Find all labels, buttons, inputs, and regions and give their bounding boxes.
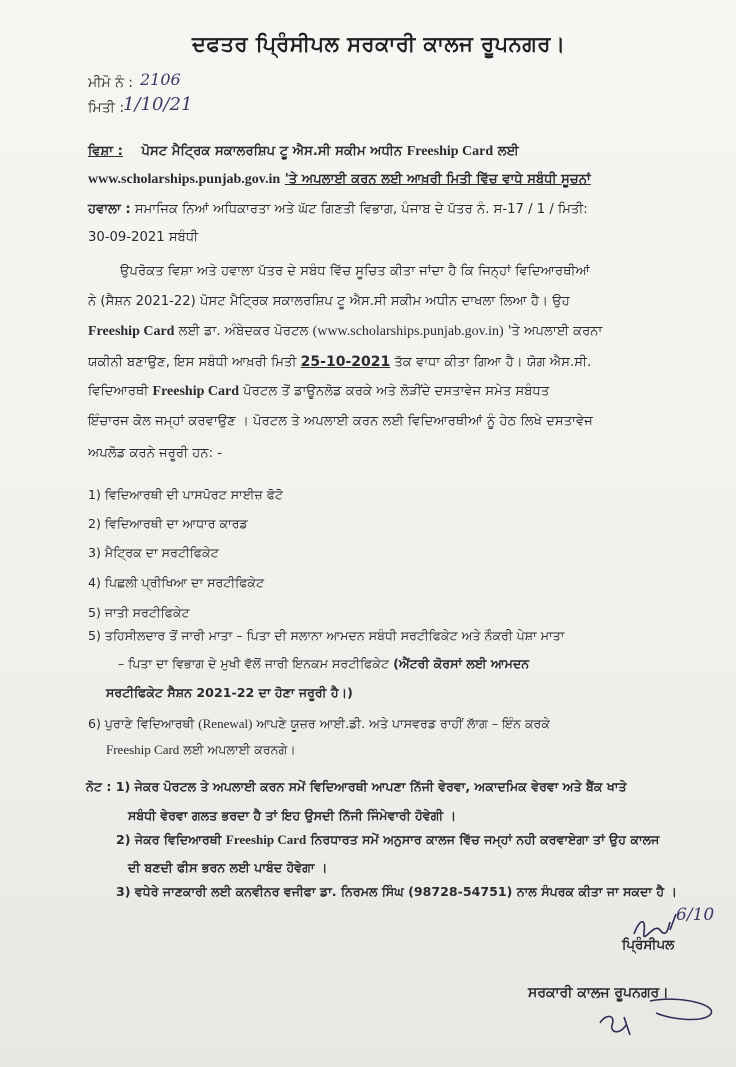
- list-item: 4) ਪਿਛਲੀ ਪ੍ਰੀਖਿਆ ਦਾ ਸਰਟੀਫਿਕੇਟ: [88, 575, 265, 590]
- deadline-date: 25-10-2021: [300, 354, 391, 370]
- note-1-line-2: ਸਬੰਧੀ ਵੇਰਵਾ ਗਲਤ ਭਰਦਾ ਹੈ ਤਾਂ ਇਹ ਉਸਦੀ ਨਿੱਜੀ ਜਿੰਮੇਵਾਰੀ ਹੋਵੇਗੀ ।: [128, 808, 457, 823]
- memo-label: ਮੀਮੋ ਨੰ :: [88, 75, 134, 91]
- college-office: ਸਰਕਾਰੀ ਕਾਲਜ ਰੂਪਨਗਰ।: [528, 985, 669, 1001]
- list-item: 3) ਮੈਟ੍ਰਿਕ ਦਾ ਸਰਟੀਫਿਕੇਟ: [88, 545, 219, 560]
- reference-label: ਹਵਾਲਾ :: [88, 202, 131, 217]
- body-line-6: ਇੰਚਾਰਜ ਕੋਲ ਜਮ੍ਹਾਂ ਕਰਵਾਉਣ । ਪੋਰਟਲ ਤੇ ਅਪਲਾਈ ਕਰਨ ਲਈ ਵਿਦਿਆਰਥੀਆਂ ਨੂੰ ਹੇਠ ਲਿਖੇ ਦਸਤਾਵੇਜ: [88, 414, 593, 429]
- document-title: ਦਫਤਰ ਪ੍ਰਿੰਸੀਪਲ ਸਰਕਾਰੀ ਕਾਲਜ ਰੂਪਨਗਰ।: [192, 32, 566, 56]
- body-line-4: ਯਕੀਨੀ ਬਣਾਉਣ, ਇਸ ਸਬੰਧੀ ਆਖ਼ਰੀ ਮਿਤੀ 25-10-2021 ਤੱਕ ਵਾਧਾ ਕੀਤਾ ਗਿਆ ਹੈ। ਯੋਗ ਐਸ.ਸੀ.: [88, 354, 592, 370]
- office-stamp-scribble: [560, 995, 720, 1045]
- subject-label: ਵਿਸ਼ਾ :: [88, 144, 123, 159]
- list-item: 5) ਤਹਿਸੀਲਦਾਰ ਤੋਂ ਜਾਰੀ ਮਾਤਾ – ਪਿਤਾ ਦੀ ਸਲਾਨਾ ਆਮਦਨ ਸਬੰਧੀ ਸਰਟੀਫਿਕੇਟ ਅਤੇ ਨੌਕਰੀ ਪੇਸ਼ਾ ਮਾਤਾ: [88, 628, 565, 643]
- issue-date: 1/10/21: [123, 94, 193, 115]
- stamp-mark: [560, 995, 720, 1045]
- principal-designation: ਪ੍ਰਿੰਸੀਪਲ: [622, 937, 675, 953]
- body-line-2: ਨੇ (ਸੈਸ਼ਨ 2021-22) ਪੋਸਟ ਮੈਟ੍ਰਿਕ ਸਕਾਲਰਸ਼ਿਪ ਟੂ ਐਸ.ਸੀ ਸਕੀਮ ਅਧੀਨ ਦਾਖਲਾ ਲਿਆ ਹੈ। ਉਹ: [88, 294, 570, 309]
- note-2-line-2: ਦੀ ਬਣਦੀ ਫੀਸ ਭਰਨ ਲਈ ਪਾਬੰਦ ਹੋਵੇਗਾ ।: [128, 860, 328, 875]
- list-item: 5) ਜਾਤੀ ਸਰਟੀਫਿਕੇਟ: [88, 605, 190, 620]
- list-item: 2) ਵਿਦਿਆਰਥੀ ਦਾ ਆਧਾਰ ਕਾਰਡ: [88, 516, 248, 531]
- body-line-3: Freeship Card ਲਈ ਡਾ. ਅੰਬੇਦਕਰ ਪੋਰਟਲ (www.scholarships.punjab.gov.in) 'ਤੇ ਅਪਲਾਈ ਕਰਨਾ: [88, 324, 603, 339]
- note-3: 3) ਵਧੇਰੇ ਜਾਣਕਾਰੀ ਲਈ ਕਨਵੀਨਰ ਵਜੀਫਾ ਡਾ. ਨਿਰਮਲ ਸਿੰਘ (98728-54751) ਨਾਲ ਸੰਪਰਕ ਕੀਤਾ ਜਾ ਸਕਦਾ ਹੈ ।: [116, 884, 678, 899]
- list-item-continuation: ਸਰਟੀਫਿਕੇਟ ਸੈਸ਼ਨ 2021-22 ਦਾ ਹੋਣਾ ਜਰੂਰੀ ਹੈ।): [106, 685, 353, 700]
- note-2-line-1: 2) ਜੇਕਰ ਵਿਦਿਆਰਥੀ Freeship Card ਨਿਰਧਾਰਤ ਸਮੇਂ ਅਨੁਸਾਰ ਕਾਲਜ ਵਿੱਚ ਜਮ੍ਹਾਂ ਨਹੀ ਕਰਵਾਏਗਾ ਤਾਂ ਉਹ ਕਾਲਜ: [116, 832, 660, 847]
- memo-number: 2106: [140, 70, 181, 89]
- signature-date: 6/10: [676, 905, 715, 925]
- reference-line-1: ਹਵਾਲਾ : ਸਮਾਜਿਕ ਨਿਆਂ ਅਧਿਕਾਰਤਾ ਅਤੇ ਘੱਟ ਗਿਣਤੀ ਵਿਭਾਗ, ਪੰਜਾਬ ਦੇ ਪੱਤਰ ਨੰ. ਸ-17 / 1 / ਮਿਤੀ:: [88, 202, 588, 217]
- list-item: 1) ਵਿਦਿਆਰਥੀ ਦੀ ਪਾਸਪੋਰਟ ਸਾਈਜ਼ ਫੋਟੋ: [88, 487, 283, 502]
- body-line-5: ਵਿਦਿਆਰਥੀ Freeship Card ਪੋਰਟਲ ਤੋਂ ਡਾਊਨਲੋਡ ਕਰਕੇ ਅਤੇ ਲੋੜੀਂਦੇ ਦਸਤਾਵੇਜ ਸਮੇਤ ਸਬੰਧਤ: [88, 384, 550, 399]
- note-1-line-1: ਨੋਟ : 1) ਜੇਕਰ ਪੋਰਟਲ ਤੇ ਅਪਲਾਈ ਕਰਨ ਸਮੇਂ ਵਿਦਿਆਰਥੀ ਆਪਣਾ ਨਿੱਜੀ ਵੇਰਵਾ, ਅਕਾਦਮਿਕ ਵੇਰਵਾ ਅਤੇ ਬੈਂਕ ਖਾਤੇ: [86, 779, 627, 794]
- reference-line-2: 30-09-2021 ਸਬੰਧੀ: [88, 230, 199, 245]
- list-item-continuation: – ਪਿਤਾ ਦਾ ਵਿਭਾਗ ਦੇ ਮੁਖੀ ਵੱਲੋਂ ਜਾਰੀ ਇਨਕਮ ਸਰਟੀਫਿਕੇਟ (ਐਂਟਰੀ ਕੋਰਸਾਂ ਲਈ ਆਮਦਨ: [118, 656, 530, 671]
- subject-line-2: www.scholarships.punjab.gov.in 'ਤੇ ਅਪਲਾਈ ਕਰਨ ਲਈ ਆਖ਼ਰੀ ਮਿਤੀ ਵਿੱਚ ਵਾਧੇ ਸਬੰਧੀ ਸੂਚਨਾਂ: [88, 172, 591, 187]
- body-line-1: ਉਪਰੋਕਤ ਵਿਸ਼ਾ ਅਤੇ ਹਵਾਲਾ ਪੱਤਰ ਦੇ ਸਬੰਧ ਵਿੱਚ ਸੂਚਿਤ ਕੀਤਾ ਜਾਂਦਾ ਹੈ ਕਿ ਜਿਨ੍ਹਾਂ ਵਿਦਿਆਰਥੀਆਂ: [120, 264, 590, 279]
- body-line-7: ਅਪਲੋਡ ਕਰਨੇ ਜਰੂਰੀ ਹਨ: -: [88, 446, 222, 461]
- subject-line-1: ਵਿਸ਼ਾ : ਪੋਸਟ ਮੈਟ੍ਰਿਕ ਸਕਾਲਰਸ਼ਿਪ ਟੂ ਐਸ.ਸੀ ਸਕੀਮ ਅਧੀਨ Freeship Card ਲਈ: [88, 144, 519, 159]
- list-item-continuation: Freeship Card ਲਈ ਅਪਲਾਈ ਕਰਨਗੇ।: [106, 742, 296, 757]
- list-item: 6) ਪੁਰਾਣੇ ਵਿਦਿਆਰਥੀ (Renewal) ਆਪਣੇ ਯੂਜ਼ਰ ਆਈ.ਡੀ. ਅਤੇ ਪਾਸਵਰਡ ਰਾਹੀਂ ਲਾੱਗ – ਇੰਨ ਕਰਕੇ: [88, 716, 550, 731]
- date-label: ਮਿਤੀ :: [88, 100, 125, 116]
